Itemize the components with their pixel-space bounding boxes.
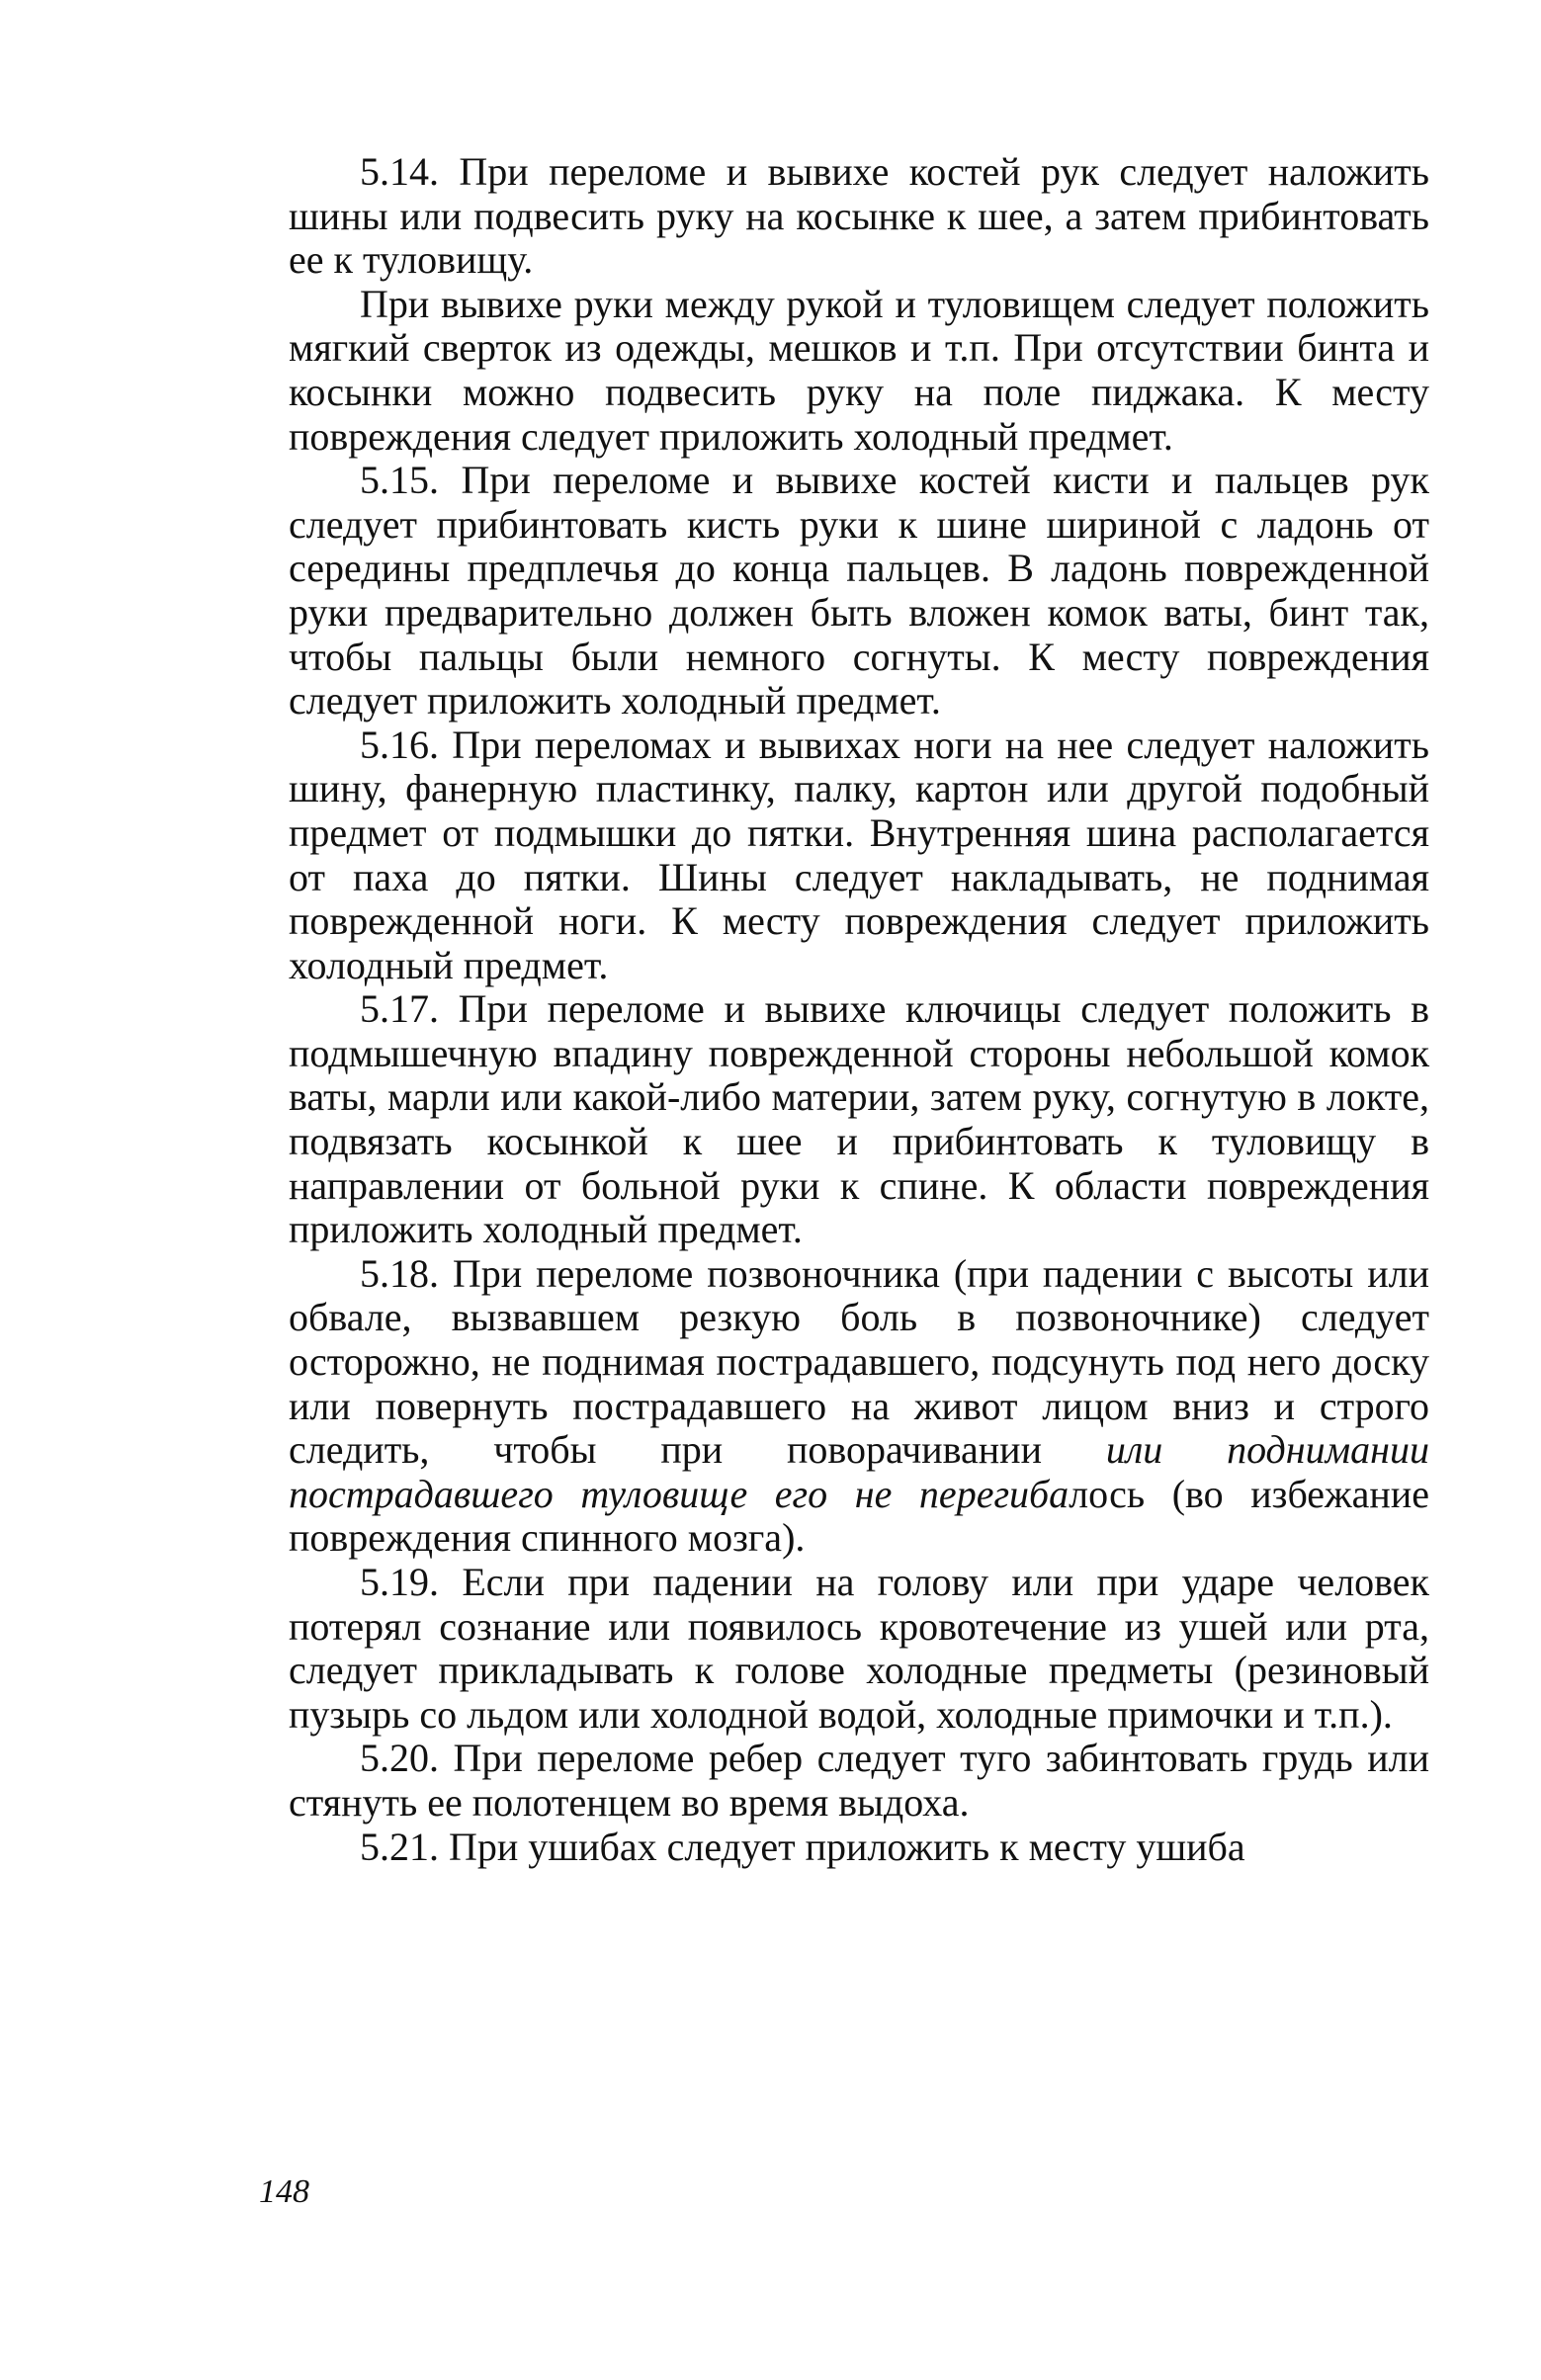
paragraph-5-21: 5.21. При ушибах следует приложить к месту ушиба: [360, 1824, 1245, 1869]
paragraph-5-18-italic: или поднимании пострадавшего туловище его не перегиба: [289, 1427, 1429, 1516]
paragraph-5-14: 5.14. При переломе и вывихе костей рук следует наложить шины или подвесить руку на косынке к шее, а затем прибинтовать ее к туловищу.: [289, 149, 1429, 283]
paragraph-5-18-tail: лось (во избежание повреждения спинного мозга).: [289, 1471, 1429, 1561]
paragraph-5-17: 5.17. При переломе и вывихе ключицы следует положить в подмышечную впадину поврежденной стороны небольшой комок ваты, марли или какой-либо материи, затем руку, согнутую в локте, подвязать косынкой к шее и прибинтовать к туловищу в направлении от больной руки к спине. К области повреждения приложить холодный предмет.: [289, 986, 1429, 1252]
paragraph-5-15: 5.15. При переломе и вывихе костей кисти и пальцев рук следует прибинтовать кисть руки к шине шириной с ладонь от середины предплечья до конца пальцев. В ладонь поврежденной руки предварительно должен быть вложен комок ваты, бинт так, чтобы пальцы были немного согнуты. К месту повреждения следует приложить холодный предмет.: [289, 458, 1429, 723]
paragraph-5-18: [289, 1252, 1429, 1561]
body-text: [289, 150, 1429, 1869]
paragraph-5-18-text: 5.18. При переломе позвоночника (при падении с высоты или обвале, вызвавшем резкую боль в позвоночнике) следует осторожно, не поднимая пострадавшего, подсунуть под него доску или повернуть пострадавшего на живот лицом вниз и строго следить, чтобы при поворачивании: [289, 1250, 1429, 1473]
page-number: 148: [259, 2173, 309, 2210]
paragraph-5-20: 5.20. При переломе ребер следует туго забинтовать грудь или стянуть ее полотенцем во время выдоха.: [289, 1736, 1429, 1825]
paragraph-5-19: 5.19. Если при падении на голову или при ударе человек потерял сознание или появилось кровотечение из ушей или рта, следует прикладывать к голове холодные предметы (резиновый пузырь со льдом или холодной водой, холодные примочки и т.п.).: [289, 1560, 1429, 1737]
paragraph-5-16: 5.16. При переломах и вывихах ноги на нее следует наложить шину, фанерную пластинку, палку, картон или другой подобный предмет от подмышки до пятки. Внутренняя шина располагается от паха до пятки. Шины следует накладывать, не поднимая поврежденной ноги. К месту повреждения следует приложить холодный предмет.: [289, 722, 1429, 987]
paragraph-5-14-continued: При вывихе руки между рукой и туловищем следует положить мягкий сверток из одежды, мешков и т.п. При отсутствии бинта и косынки можно подвесить руку на поле пиджака. К месту повреждения следует приложить холодный предмет.: [289, 281, 1429, 459]
